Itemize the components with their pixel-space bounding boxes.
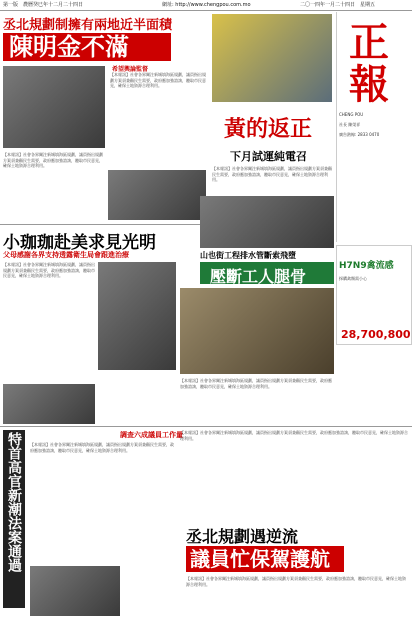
story1-photo2 [108, 170, 206, 220]
promo-heading: H7N9禽流感 [339, 261, 394, 271]
story3-body: 【本報訊】社會各界關注新城填海區規劃，議員指出規劃方案須兼顧民生需要，政府應加強諮詢，聽取市民意見，確保土地資源合理利用。 [3, 262, 95, 278]
story5-headline: 特首高官新潮法案通過 [6, 432, 22, 572]
story1-headline: 丞北規劃制擁有兩地近半面積 [3, 18, 173, 33]
edition-info: 第一版 農曆癸巳年十二月二十四日 [3, 2, 84, 8]
story4-banner: 壓斷工人腿骨 [210, 267, 307, 286]
story5-photo [30, 566, 120, 616]
masthead-sub2: 社長 陳榮祥 [339, 122, 361, 127]
story6-headline: 丞北規劃遇逆流 [186, 527, 299, 546]
taxi-photo [212, 14, 332, 102]
masthead [336, 12, 411, 242]
story5-side: 調查六成議員工作量 [120, 431, 183, 439]
story1-body2: 【本報訊】社會各界關注新城填海區規劃，議員指出規劃方案須兼顧民生需要，政府應加強諮詢，聽取市民意見，確保土地資源合理利用。 [3, 152, 103, 168]
story2-subhead: 下月試運純電召 [230, 150, 307, 163]
story4-photo [180, 288, 334, 374]
story6-banner: 議員忙保駕護航 [186, 546, 344, 572]
story3-subhead: 父母感謝各界支持透露衛生局會跟進治療 [3, 251, 129, 259]
promo-sub: 採購禽類需小心 [339, 276, 367, 281]
story6-body2: 【本報訊】社會各界關注新城填海區規劃，議員指出規劃方案須兼顧民生需要，政府應加強諮詢，聽取市民意見，確保土地資源合理利用。 [186, 576, 406, 587]
issue-date: 二〇一四年一月二十四日 星期五 [300, 2, 376, 8]
masthead-sub3: 廣告熱線: 2833 0470 [339, 132, 380, 137]
top-bar [0, 0, 412, 11]
story1-subhead: 希望輿論監督 [112, 66, 149, 73]
story4-photo-top [200, 196, 334, 248]
story2-body: 【本報訊】社會各界關注新城填海區規劃，議員指出規劃方案須兼顧民生需要，政府應加強諮詢，聽取市民意見，確保土地資源合理利用。 [212, 166, 332, 182]
site-url[interactable]: 網址: http://www.chengpou.com.mo [162, 2, 251, 8]
story4-body: 【本報訊】社會各界關注新城填海區規劃，議員指出規劃方案須兼顧民生需要，政府應加強諮詢，聽取市民意見，確保土地資源合理利用。 [180, 378, 332, 389]
story4-headline: 山也街工程排水管斷索飛墮 [200, 251, 296, 260]
story1-banner: 陳明金不滿 [3, 33, 171, 61]
promo-amount: 28,700,800 [341, 328, 411, 341]
story2-headline: 黃的返正 [224, 116, 313, 142]
story5-body: 【本報訊】社會各界關注新城填海區規劃，議員指出規劃方案須兼顧民生需要，政府應加強諮詢，聽取市民意見，確保土地資源合理利用。 [30, 442, 174, 453]
story3-photo2 [3, 384, 95, 424]
masthead-title: 正報 [349, 19, 389, 108]
masthead-sub1: CHENG POU [339, 112, 364, 117]
divider-2 [0, 426, 412, 427]
story3-headline: 小珈珈赴美求見光明 [3, 233, 156, 253]
story1-photo [3, 66, 105, 148]
story3-photo [98, 262, 176, 370]
story1-body: 【本報訊】社會各界關注新城填海區規劃，議員指出規劃方案須兼顧民生需要，政府應加強諮詢，聽取市民意見，確保土地資源合理利用。 [110, 72, 206, 88]
h7n9-promo [336, 245, 412, 345]
story6-body: 【本報訊】社會各界關注新城填海區規劃，議員指出規劃方案須兼顧民生需要，政府應加強諮詢，聽取市民意見，確保土地資源合理利用。 [180, 430, 408, 441]
